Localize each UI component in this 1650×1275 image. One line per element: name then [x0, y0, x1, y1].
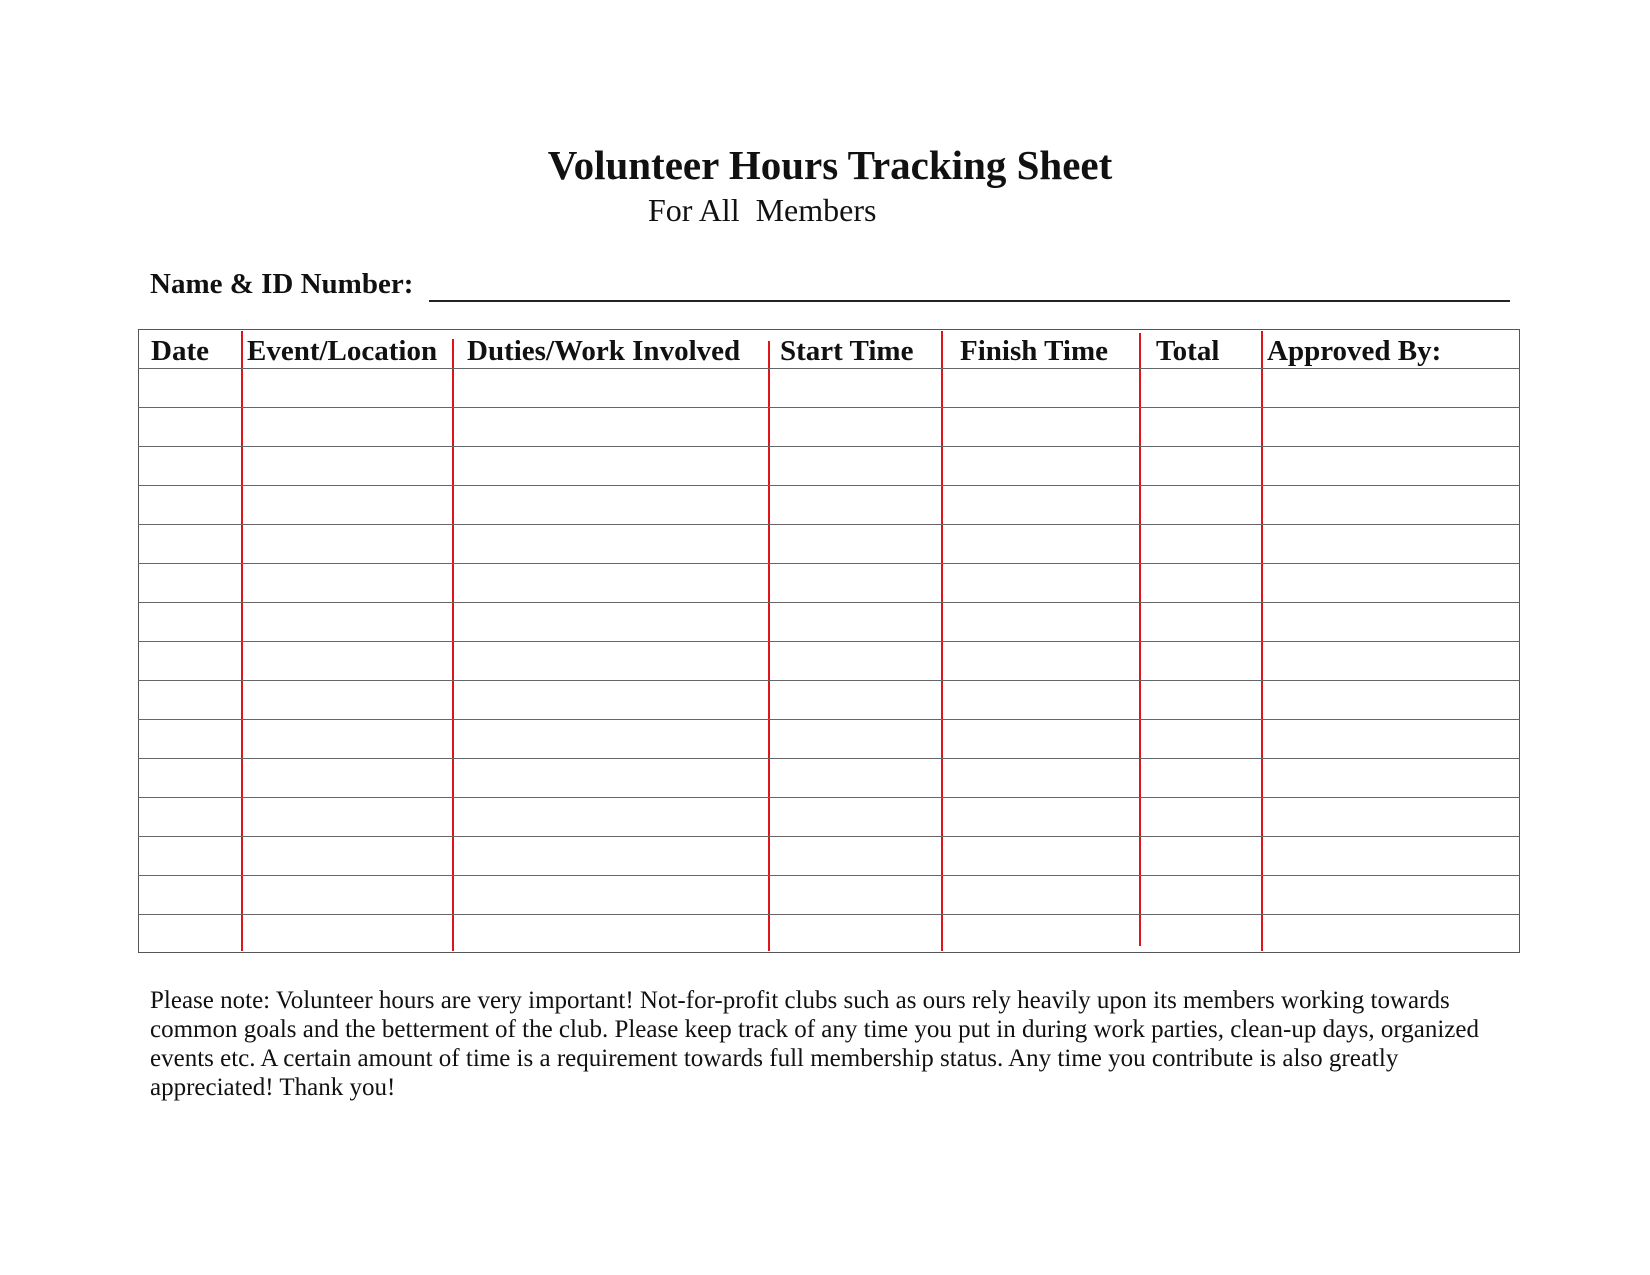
- row-divider: [138, 524, 1520, 525]
- row-divider: [138, 836, 1520, 837]
- name-id-blank[interactable]: [429, 273, 1510, 302]
- name-id-line: [150, 266, 1510, 302]
- column-divider: [452, 339, 454, 951]
- column-divider: [1139, 333, 1141, 946]
- row-divider: [138, 602, 1520, 603]
- row-divider: [138, 680, 1520, 681]
- row-divider: [138, 914, 1520, 915]
- row-divider: [138, 563, 1520, 564]
- row-divider: [138, 875, 1520, 876]
- row-divider: [138, 368, 1520, 369]
- note-line: common goals and the betterment of the club. Please keep track of any time you put in during work parties, clean-up days, organized: [150, 1016, 1480, 1043]
- document-subtitle: For All Members: [648, 192, 877, 228]
- header-total: Total: [1156, 335, 1220, 367]
- note-line: appreciated! Thank you!: [150, 1074, 396, 1101]
- row-divider: [138, 797, 1520, 798]
- header-duties: Duties/Work Involved: [467, 335, 741, 367]
- document-title: Volunteer Hours Tracking Sheet: [547, 142, 1113, 188]
- row-divider: [138, 485, 1520, 486]
- row-divider: [138, 641, 1520, 642]
- column-divider: [768, 341, 770, 951]
- header-finish-time: Finish Time: [960, 335, 1109, 367]
- name-id-label: Name & ID Number:: [150, 268, 421, 300]
- header-approved-by: Approved By:: [1267, 335, 1442, 367]
- header-start-time: Start Time: [780, 335, 914, 367]
- row-divider: [138, 407, 1520, 408]
- note-line: events etc. A certain amount of time is a requirement towards full membership status. Any time you contribute is also greatly: [150, 1045, 1399, 1072]
- row-divider: [138, 719, 1520, 720]
- header-date: Date: [151, 335, 209, 367]
- row-divider: [138, 758, 1520, 759]
- note-line: Please note: Volunteer hours are very important! Not-for-profit clubs such as ours rely heavily upon its members working towards: [150, 987, 1450, 1014]
- hours-table: [138, 329, 1520, 953]
- row-divider: [138, 446, 1520, 447]
- header-event-location: Event/Location: [247, 335, 438, 367]
- note-paragraph: [150, 986, 1520, 1102]
